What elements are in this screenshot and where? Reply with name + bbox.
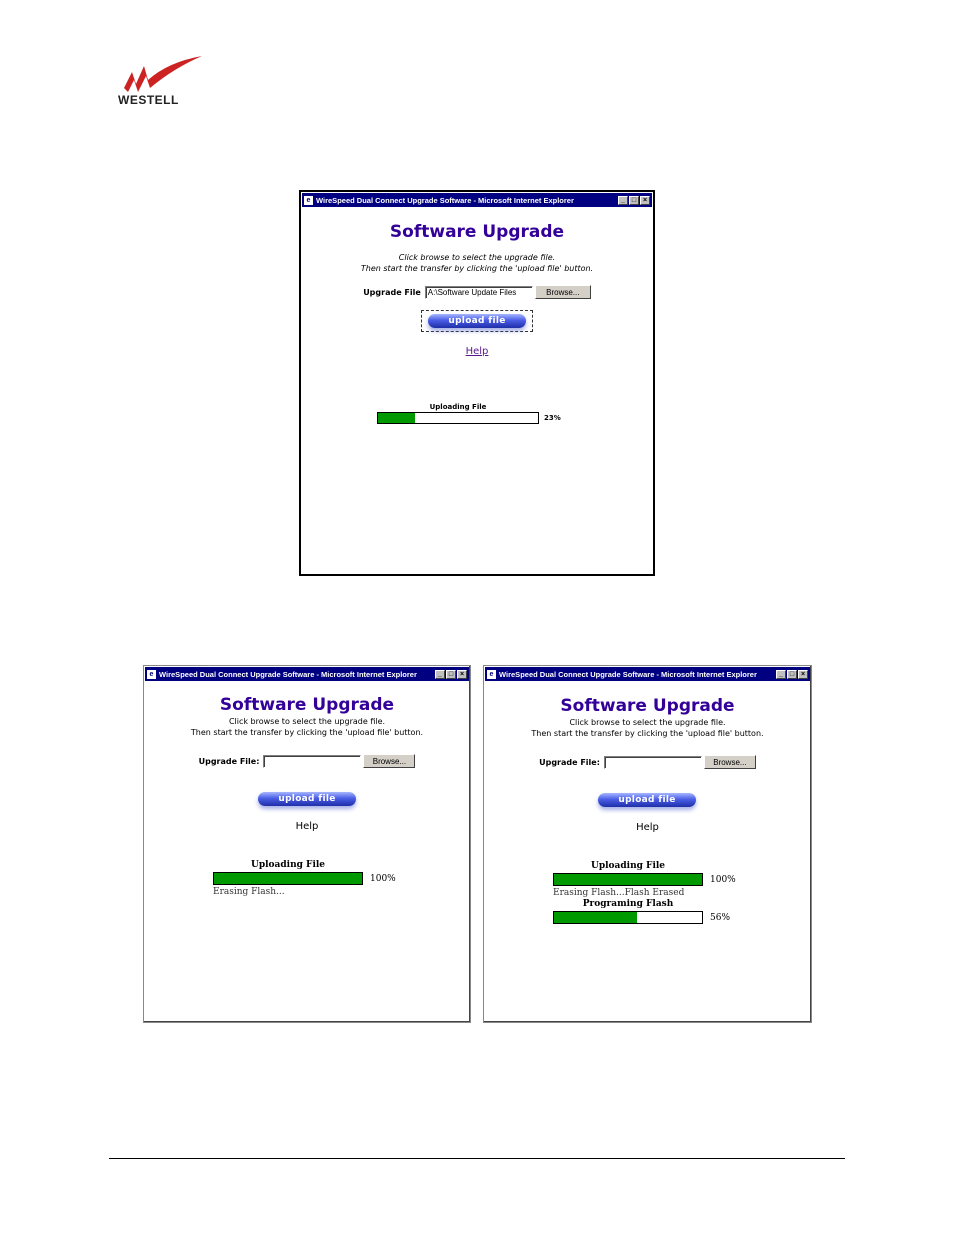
upgrade-file-label: Upgrade File: xyxy=(198,756,260,766)
westell-swoosh-icon xyxy=(118,54,204,94)
browser-window-erasing-flash xyxy=(143,665,471,1023)
progress-percent: 23% xyxy=(544,414,561,422)
ie-icon: e xyxy=(304,196,313,205)
minimize-icon[interactable]: _ xyxy=(776,670,786,679)
help-link[interactable]: Help xyxy=(465,346,489,357)
window-titlebar[interactable] xyxy=(302,193,652,207)
window-title: WireSpeed Dual Connect Upgrade Software - Microsoft Internet Explorer xyxy=(316,195,574,205)
upgrade-file-label: Upgrade File: xyxy=(539,757,600,767)
browser-window-programming-flash xyxy=(483,665,812,1023)
instruction-line-1: Click browse to select the upgrade file. xyxy=(569,718,726,727)
progress-label: Uploading File xyxy=(429,403,487,411)
instruction-line-1: Click browse to select the upgrade file. xyxy=(398,253,556,262)
progress-percent-programming: 56% xyxy=(710,913,731,923)
progress-bar-programming xyxy=(553,911,703,924)
browse-button[interactable]: Browse... xyxy=(363,754,415,768)
browse-button[interactable]: Browse... xyxy=(535,285,591,299)
maximize-icon[interactable]: □ xyxy=(787,670,797,679)
browse-button[interactable]: Browse... xyxy=(704,755,756,769)
progress-bar xyxy=(213,872,363,885)
upload-file-button[interactable]: upload file xyxy=(598,793,696,807)
progress-fill xyxy=(554,874,702,885)
page-title: Software Upgrade xyxy=(219,695,395,715)
instruction-line-2: Then start the transfer by clicking the 'upload file' button. xyxy=(190,728,424,737)
upgrade-file-input[interactable] xyxy=(263,755,361,768)
close-icon[interactable]: × xyxy=(640,196,650,205)
logo-wordmark: WESTELL xyxy=(118,93,179,107)
upload-button-container xyxy=(594,790,700,810)
progress-percent-upload: 100% xyxy=(710,875,736,885)
progress-percent: 100% xyxy=(370,874,396,884)
upload-file-button[interactable]: upload file xyxy=(428,314,526,328)
upgrade-file-input[interactable]: A:\Software Update Files xyxy=(425,286,533,299)
progress-label-upload: Uploading File xyxy=(590,861,666,871)
progress-fill xyxy=(554,912,637,923)
browser-window-upload-23 xyxy=(299,190,655,576)
page-title: Software Upgrade xyxy=(560,696,735,716)
upgrade-file-label: Upgrade File xyxy=(363,287,421,297)
window-title: WireSpeed Dual Connect Upgrade Software - Microsoft Internet Explorer xyxy=(499,669,757,679)
window-titlebar[interactable] xyxy=(145,667,469,681)
help-link[interactable]: Help xyxy=(295,821,319,832)
ie-icon: e xyxy=(147,670,156,679)
window-titlebar[interactable] xyxy=(485,667,810,681)
close-icon[interactable]: × xyxy=(457,670,467,679)
footer-divider xyxy=(109,1158,845,1159)
upload-file-button[interactable]: upload file xyxy=(258,792,356,806)
help-link[interactable]: Help xyxy=(636,822,659,833)
progress-fill xyxy=(214,873,362,884)
minimize-icon[interactable]: _ xyxy=(618,196,628,205)
upgrade-file-input[interactable] xyxy=(604,756,702,769)
minimize-icon[interactable]: _ xyxy=(435,670,445,679)
instruction-line-1: Click browse to select the upgrade file. xyxy=(228,717,386,726)
page-title: Software Upgrade xyxy=(389,222,565,242)
progress-bar-upload xyxy=(553,873,703,886)
instruction-line-2: Then start the transfer by clicking the 'upload file' button. xyxy=(360,264,594,273)
status-text: Erasing Flash... xyxy=(213,887,285,897)
close-icon[interactable]: × xyxy=(798,670,808,679)
upload-button-focus-frame xyxy=(421,310,533,332)
westell-logo xyxy=(118,54,204,108)
instruction-line-2: Then start the transfer by clicking the 'upload file' button. xyxy=(531,729,764,738)
ie-icon: e xyxy=(487,670,496,679)
progress-bar xyxy=(377,412,539,424)
progress-label: Uploading File xyxy=(250,860,326,870)
upload-button-container xyxy=(254,789,360,809)
progress-fill xyxy=(378,413,415,423)
status-text: Erasing Flash...Flash Erased xyxy=(553,888,685,898)
progress-label-programming: Programing Flash xyxy=(582,899,674,909)
maximize-icon[interactable]: □ xyxy=(629,196,639,205)
maximize-icon[interactable]: □ xyxy=(446,670,456,679)
window-title: WireSpeed Dual Connect Upgrade Software - Microsoft Internet Explorer xyxy=(159,669,417,679)
